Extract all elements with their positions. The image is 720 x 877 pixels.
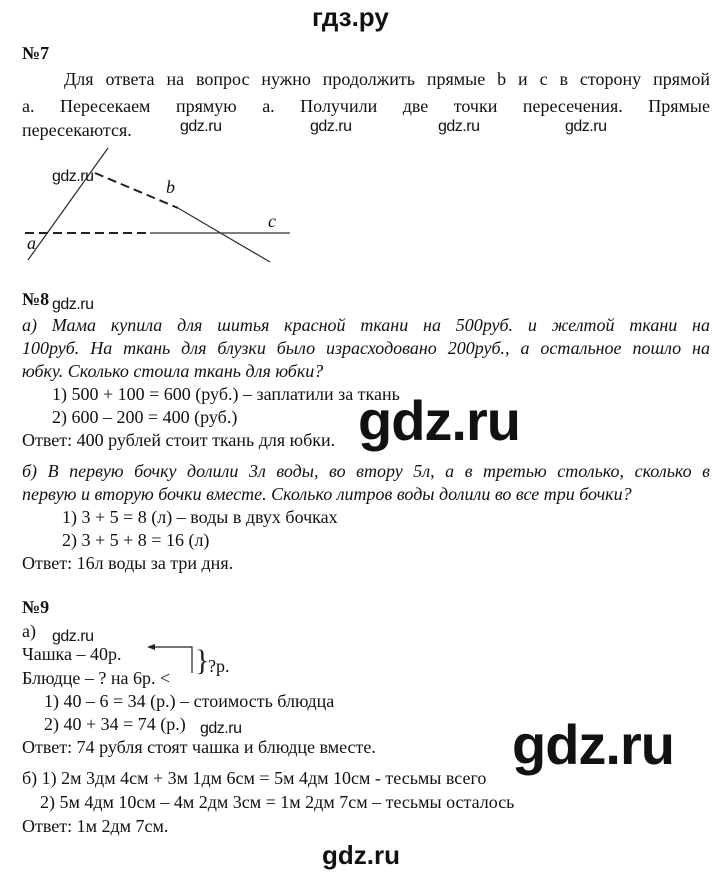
task-9a-step: 2) 40 + 34 = 74 (р.) xyxy=(44,714,186,734)
watermark: gdz.ru xyxy=(310,118,352,135)
task-8b-step: 2) 3 + 5 + 8 = 16 (л) xyxy=(62,530,210,550)
task-8-title: №8 xyxy=(22,289,50,309)
watermark: gdz.ru xyxy=(565,118,607,135)
line-b xyxy=(178,208,270,262)
task-7-line: Для ответа на вопрос нужно продолжить прямые b и c в сторону прямой xyxy=(64,69,710,89)
task-8b-text: первую и вторую бочки вместе. Сколько литров воды долили во все три бочки? xyxy=(22,484,632,504)
task-9b-step: 2) 5м 4дм 10см – 4м 2дм 3см = 1м 2дм 7см – тесьмы осталось xyxy=(40,792,515,812)
task-9a-answer: Ответ: 74 рубля стоят чашка и блюдце вместе. xyxy=(22,737,376,757)
task-8a-text: юбку. Сколько стоила ткань для юбки? xyxy=(22,361,324,381)
task-8a-answer: Ответ: 400 рублей стоит ткань для юбки. xyxy=(22,430,336,450)
site-header: гдз.ру xyxy=(312,2,389,32)
label-c: c xyxy=(268,211,276,231)
watermark: gdz.ru xyxy=(180,118,222,135)
task-8a-text: а) Мама купила для шитья красной ткани на 500руб. и желтой ткани на xyxy=(22,315,710,335)
task-8a-step: 1) 500 + 100 = 600 (руб.) – заплатили за ткань xyxy=(52,384,400,404)
task-9a-label: а) xyxy=(22,621,36,641)
watermark-large: gdz.ru xyxy=(512,713,674,776)
label-a: a xyxy=(27,233,36,253)
label-b: b xyxy=(166,177,175,197)
task-8b-text: б) В первую бочку долили 3л воды, во втору 5л, а в третью столько, сколько в xyxy=(22,461,710,481)
task-8a-step: 2) 600 – 200 = 400 (руб.) xyxy=(52,407,238,427)
lines-diagram xyxy=(0,140,320,270)
cup-price: Чашка – 40р. xyxy=(22,644,122,664)
task-8b-step: 1) 3 + 5 = 8 (л) – воды в двух бочках xyxy=(62,507,338,527)
task-7-line: a. Пересекаем прямую a. Получили две точки пересечения. Прямые xyxy=(22,96,710,116)
task-8a-text: 100руб. На ткань для блузки было израсходовано 200руб., а остальное пошло на xyxy=(22,338,710,358)
task-9-title: №9 xyxy=(22,597,50,617)
saucer-price: Блюдце – ? на 6р. < xyxy=(22,668,171,688)
watermark-large: gdz.ru xyxy=(358,389,520,452)
task-7-title: №7 xyxy=(22,43,50,63)
comparison-arrow xyxy=(145,640,210,680)
watermark: gdz.ru xyxy=(438,118,480,135)
total-question: ?р. xyxy=(208,656,230,676)
watermark: gdz.ru xyxy=(52,296,94,313)
task-9a-step: 1) 40 – 6 = 34 (р.) – стоимость блюдца xyxy=(44,691,335,711)
watermark: gdz.ru xyxy=(52,628,94,645)
watermark-footer: gdz.ru xyxy=(322,840,400,870)
watermark: gdz.ru xyxy=(200,720,242,737)
task-8b-answer: Ответ: 16л воды за три дня. xyxy=(22,553,234,573)
task-9b-answer: Ответ: 1м 2дм 7см. xyxy=(22,816,169,836)
svg-text:}: } xyxy=(195,644,210,677)
task-9b-step: б) 1) 2м 3дм 4см + 3м 1дм 6см = 5м 4дм 10см - тесьмы всего xyxy=(22,768,487,788)
line-a xyxy=(28,148,108,260)
task-7-line: пересекаются. xyxy=(22,120,132,140)
watermark: gdz.ru xyxy=(52,168,94,185)
